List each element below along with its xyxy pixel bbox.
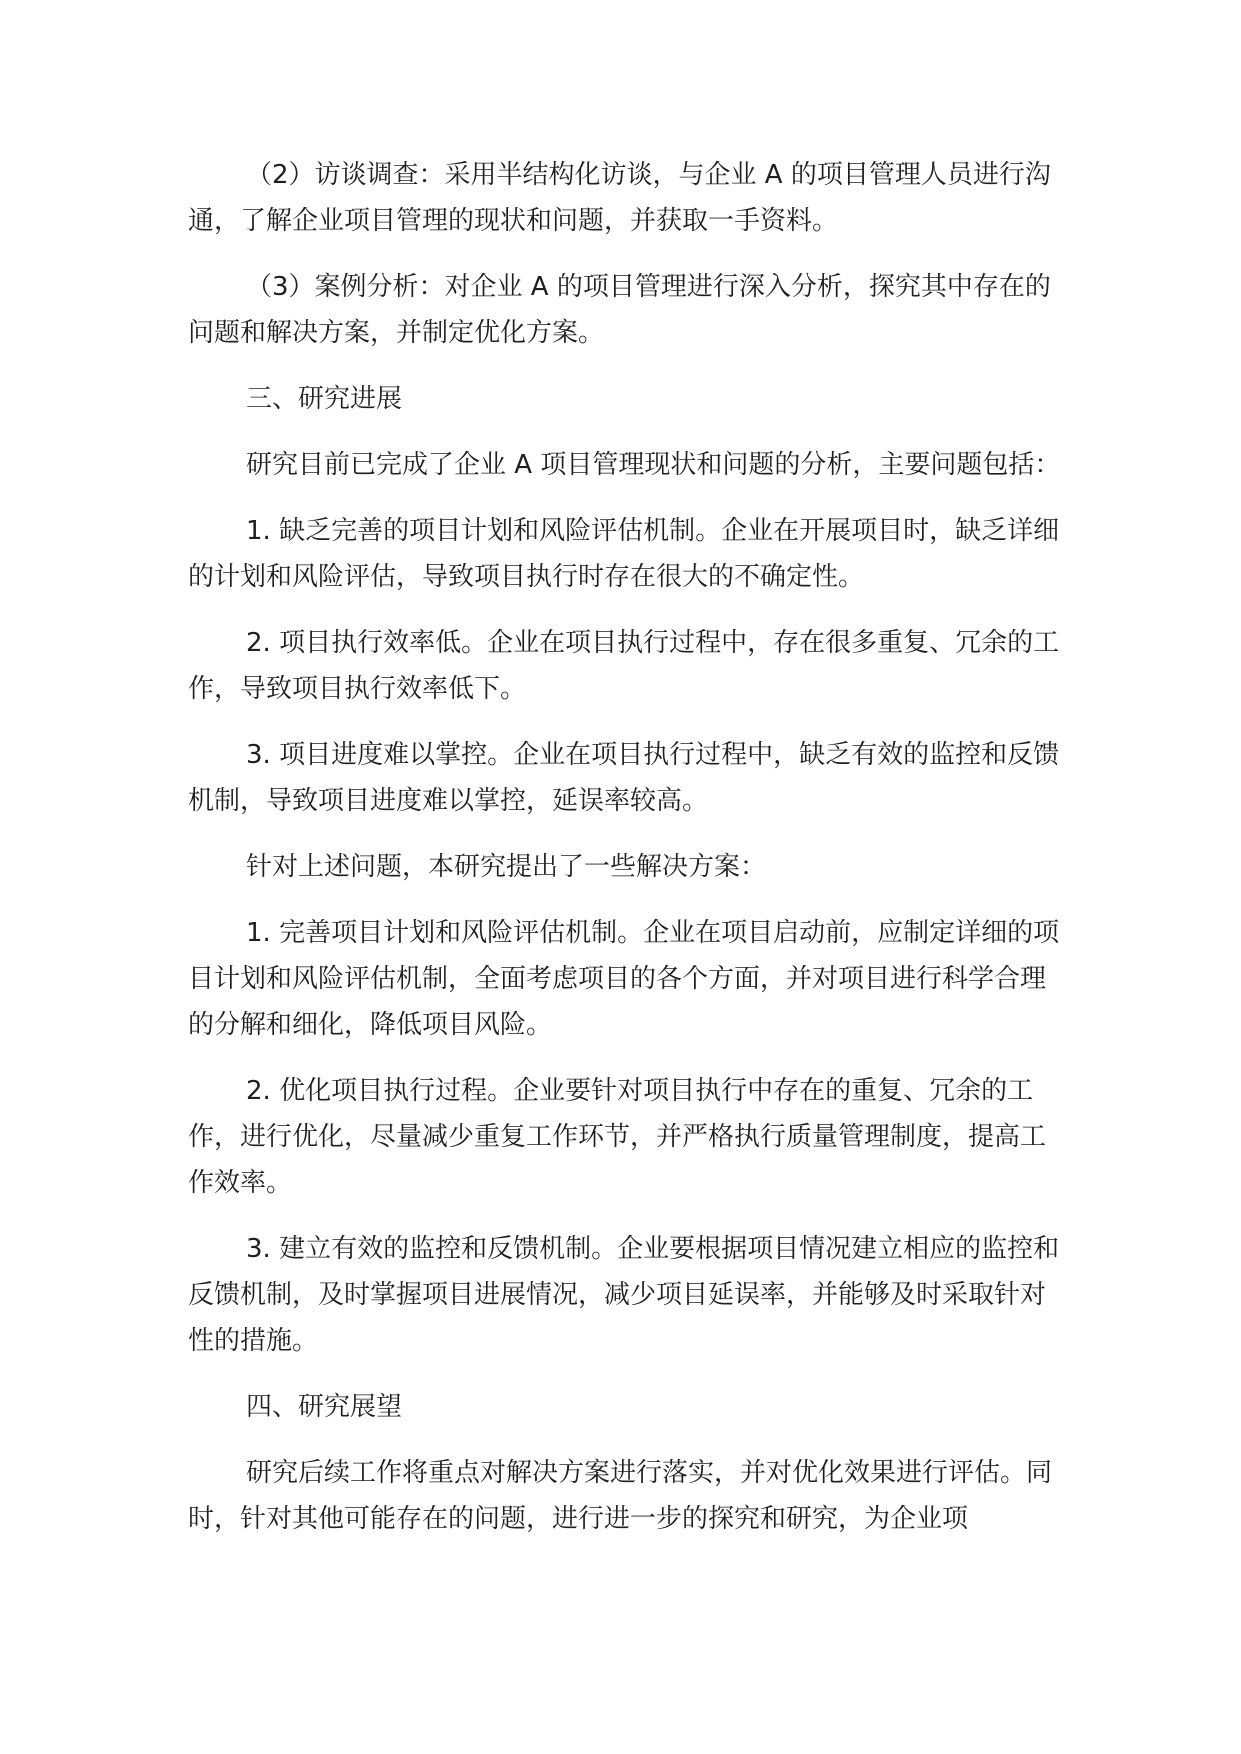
section-heading-research-outlook: 四、研究展望 xyxy=(246,1392,403,1422)
paragraph-outlook: 研究后续工作将重点对解决方案进行落实，并对优化效果进行评估。同时，针对其他可能存在的问题，进行进一步的探究和研究，为企业项 xyxy=(188,1458,1053,1534)
paragraph-problem-2: 2. 项目执行效率低。企业在项目执行过程中，存在很多重复、冗余的工作，导致项目执行效率低下。 xyxy=(188,628,1060,704)
paragraph-solution-1: 1. 完善项目计划和风险评估机制。企业在项目启动前，应制定详细的项目计划和风险评估机制，全面考虑项目的各个方面，并对项目进行科学合理的分解和细化，降低项目风险。 xyxy=(188,918,1060,1040)
paragraph-problem-1: 1. 缺乏完善的项目计划和风险评估机制。企业在开展项目时，缺乏详细的计划和风险评估，导致项目执行时存在很大的不确定性。 xyxy=(188,516,1060,592)
section-heading-research-progress: 三、研究进展 xyxy=(246,384,403,414)
paragraph-solutions-intro: 针对上述问题，本研究提出了一些解决方案： xyxy=(246,852,767,882)
paragraph-interview-survey: （2）访谈调查：采用半结构化访谈，与企业 A 的项目管理人员进行沟通，了解企业项目管理的现状和问题，并获取一手资料。 xyxy=(188,160,1051,236)
paragraph-case-analysis: （3）案例分析：对企业 A 的项目管理进行深入分析，探究其中存在的问题和解决方案，并制定优化方案。 xyxy=(188,272,1051,348)
paragraph-solution-3: 3. 建立有效的监控和反馈机制。企业要根据项目情况建立相应的监控和反馈机制，及时掌握项目进展情况，减少项目延误率，并能够及时采取针对性的措施。 xyxy=(188,1234,1060,1356)
paragraph-progress-intro: 研究目前已完成了企业 A 项目管理现状和问题的分析，主要问题包括： xyxy=(246,450,1061,480)
document-body xyxy=(188,152,1068,1562)
paragraph-problem-3: 3. 项目进度难以掌控。企业在项目执行过程中，缺乏有效的监控和反馈机制，导致项目进度难以掌控，延误率较高。 xyxy=(188,740,1060,816)
paragraph-solution-2: 2. 优化项目执行过程。企业要针对项目执行中存在的重复、冗余的工作，进行优化，尽量减少重复工作环节，并严格执行质量管理制度，提高工作效率。 xyxy=(188,1076,1047,1198)
